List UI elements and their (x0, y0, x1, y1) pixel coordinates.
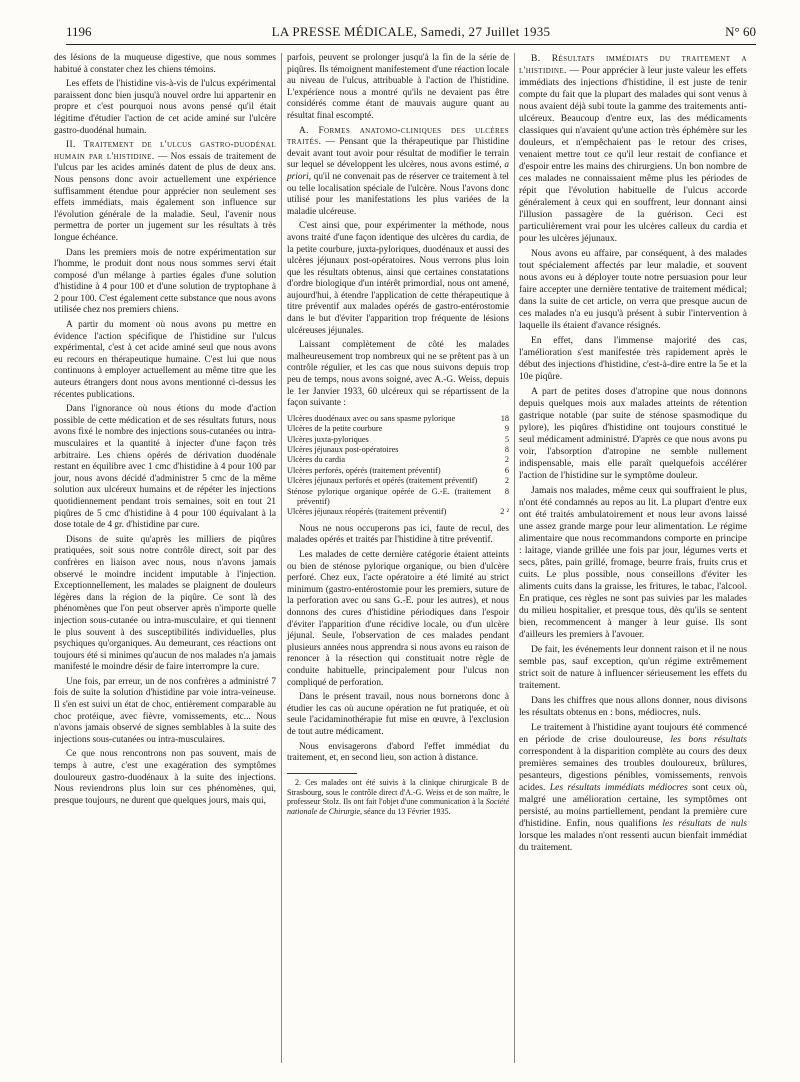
paragraph: parfois, peuvent se prolonger jusqu'à la fin de la série de piqûres. Ils témoignent manifestement d'une réaction locale au niveau de l'ulcus, attribuable à l'action de l'histidine. L'expérience nous a montré qu'ils ne devaient pas être considérés comme étant de mauvais augure quant au résultat final escompté. (287, 53, 509, 121)
paragraph: Dans le présent travail, nous nous bornerons donc à étudier les cas où aucune opération ne fut pratiquée, et où seule l'acidaminothérapie fut mise en œuvre, à l'exclusion de tout autre médicament. (287, 692, 509, 737)
column-1 (54, 53, 276, 810)
italic-text: Les résultats immédiats médiocres (549, 782, 688, 793)
statistics-row (287, 445, 509, 455)
footnote-part: , séance du 13 Février 1935. (360, 807, 451, 817)
section-ii-heading: II. Traitement de l'ulcus gastro-duodénal humain par l'histidine. (54, 140, 276, 162)
statistics-count: 2 (504, 476, 509, 486)
column-divider (281, 53, 282, 1063)
column-divider (514, 53, 515, 1063)
section-ii-text: — Nos essais de traitement de l'ulcus par les acides aminés datent de plus de deux ans. Nous pensons donc avoir actuellement une expérience suffisamment étendue pour apprécier non seulement ses effets immédiats, mais également son influence sur l'évolution générale de la maladie. Seul, l'avenir nous permettra de porter un jugement sur les résultats à très longue échéance. (54, 151, 276, 243)
statistics-count: 9 (504, 424, 509, 434)
statistics-count: 8 (504, 486, 509, 496)
footnote (287, 778, 509, 817)
section-b-text: — Pour apprécier à leur juste valeur les effets immédiats des injections d'histidine, il est juste de tenir compte du fait que la plupart des malades qui sont venus à nous avaient déjà subi toute la gamme des traitements anti-ulcéreux. Beaucoup d'entre eux, las des médicaments classiques qui n'avaient qu'une action très éphémère sur les douleurs, et n'empêchaient pas le retour des crises, venaient mettre tout ce qu'il leur restait de confiance et d'espoir entre les mains des chirurgiens. Un bon nombre de ces malades ne connaissaient même plus les périodes de répit que l'évolution habituelle de l'ulcus accorde généralement à ceux qui en souffrent, leur donnant ainsi l'illusion passagère de la guérison. Ceci est particulièrement vrai pour les ulcères calleux du cardia et pour les ulcères jéjunaux. (519, 65, 747, 244)
footnote-text (287, 778, 509, 817)
ulcer-statistics-list (287, 414, 509, 518)
column-3 (519, 53, 747, 857)
section-b-paragraph (519, 53, 747, 245)
statistics-label: Ulcères jéjunaux réopérés (traitement préventif) (287, 507, 447, 517)
statistics-row (287, 466, 509, 476)
statistics-label: Ulcères jéjunaux perforés et opérés (traitement préventif) (287, 476, 478, 486)
paragraph: Dans l'ignorance où nous étions du mode d'action possible de cette médication et de ses résultats futurs, nous avons fixé le nombre des injections sous-cutanées ou intra-musculaires et la quantité à injecter d'une façon très arbitraire. Les chiens opérés de dérivation duodénale restant en équilibre avec 1 cmc d'histidine à 4 pour 100 par jour, nous avons décidé d'administrer 5 cmc de la même solution aux ulcéreux humains et de répéter les injections quotidiennement pendant trois semaines, soit en tout 21 piqûres de 5 cmc d'histidine à 4 pour 100 équivalant à la dose totale de 4 gr. d'histidine par cure. (54, 404, 276, 531)
paragraph: Une fois, par erreur, un de nos confrères a administré 7 fois de suite la solution d'histidine par voie intra-veineuse. Il s'en est suivi un état de choc, entièrement comparable au choc protéique, avec fièvre, vomissements, etc... Nous n'avons jamais observé de signes semblables à la suite des injections sous-cutanées ou intra-musculaires. (54, 676, 276, 745)
statistics-label: Ulcères duodénaux avec ou sans spasme pylorique (287, 413, 456, 423)
paragraph: A partir du moment où nous avons pu mettre en évidence l'action spécifique de l'histidine sur l'ulcus expérimental, c'est à cet acide aminé seul que nous avons eu recours en thérapeutique humaine. C'est lui que nous continuons à employer actuellement au même titre que les auteurs étrangers dont nous avons mentionné ci-dessus les récentes publications. (54, 320, 276, 400)
paragraph: De fait, les événements leur donnent raison et il ne nous semble pas, sauf exception, qu'un régime extrêmement strict soit de nature à influencer sérieusement les effets du traitement. (519, 644, 747, 691)
paragraph: Ce que nous rencontrons non pas souvent, mais de temps à autre, c'est une exagération des symptômes douloureux gastro-duodénaux à la suite des injections. Nous reviendrons plus loin sur ces phénomènes, qui, presque toujours, ne durent que quelques jours, mais qui, (54, 749, 276, 806)
paragraph: Les effets de l'histidine vis-à-vis de l'ulcus expérimental paraissent donc bien jusqu'à nouvel ordre lui appartenir en propre et c'est pourquoi nous avons pensé qu'il était légitime d'étudier l'action de cet acide aminé sur l'ulcère gastro-duodénal humain. (54, 79, 276, 136)
text-part: sont ceux où, malgré une amélioration certaine, les symptômes ont persisté, au moins partiellement, pendant la première cure d'histidine. Enfin, nous qualifions (519, 782, 747, 829)
statistics-label: Sténose pylorique organique opérée de G.-E. (traitement préventif) (287, 486, 491, 507)
statistics-count: 2 (504, 455, 509, 465)
text-part: correspondent à la disparition complète au cours des deux premières semaines des troubles douloureux, brûlures, pesanteurs, digestions pénibles, vomissements, renvois acides. (519, 746, 747, 793)
paragraph: Nous avons eu affaire, par conséquent, à des malades tout spécialement affectés par leur maladie, et souvent nous avons eu à déployer toute notre persuasion pour leur faire accepter une dernière tentative de traitement médical; dans la suite de cet article, on verra que presque aucun de ces malades n'a eu jusqu'à présent à subir l'intervention à laquelle ils étaient d'avance résignés. (519, 248, 747, 331)
section-a-text: — Pensant que la thérapeutique par l'histidine devait avant tout avoir pour résultat de modifier le terrain sur lequel se développent les ulcères, nous avons estimé, (287, 137, 509, 171)
column-2 (287, 53, 509, 817)
statistics-row (287, 424, 509, 434)
paragraph: Nous envisagerons d'abord l'effet immédiat du traitement, et, en second lieu, son action à distance. (287, 741, 509, 764)
paragraph: Disons de suite qu'après les milliers de piqûres pratiquées, soit sous notre contrôle direct, soit par des confrères en liaison avec nous, nous n'avons jamais observé le moindre incident imputable à l'injection. Exceptionnellement, les malades se plaignent de douleurs légères dans la région de la piqûre. Ce sont là des phénomènes que l'on peut observer après n'importe quelle injection sous-cutanée ou intra-musculaire, et qui tiennent le plus souvent à des susceptibilités individuelles, plus psychiques qu'organiques. Au demeurant, ces réactions ont toujours été si minimes qu'aucun de nos malades n'a jamais manifesté le moindre désir de faire interrompre la cure. (54, 534, 276, 673)
statistics-row (287, 435, 509, 445)
statistics-count: 2 ² (500, 507, 509, 517)
statistics-label: Ulcères jéjunaux post-opératoires (287, 445, 399, 455)
footnote-italic: Société nationale de Chirurgie (287, 797, 509, 817)
footnote-rule (287, 773, 357, 774)
paragraph: Dans les premiers mois de notre expérimentation sur l'homme, le produit dont nous nous sommes servi était composé d'un mélange à parties égales d'une solution d'histidine à 4 pour 100 et d'une solution de tryptophane à 2 pour 100. C'est également cette substance que nous avons utilisée chez nos premiers chiens. (54, 247, 276, 316)
paragraph: des lésions de la muqueuse digestive, que nous sommes habitué à constater chez les chiens témoins. (54, 53, 276, 75)
journal-title: LA PRESSE MÉDICALE, Samedi, 27 Juillet 1935 (271, 24, 551, 39)
statistics-label: Ulcères de la petite courbure (287, 424, 383, 434)
italic-text: les bons résultats (670, 734, 747, 745)
section-b-heading: B. Résultats immédiats du traitement a l'histidine. (519, 53, 747, 76)
statistics-label: Ulcères du cardia (287, 455, 346, 465)
statistics-row (287, 487, 509, 508)
paragraph: Dans les chiffres que nous allons donner, nous divisons les résultats obtenus en : bons, médiocres, nuls. (519, 695, 747, 718)
text-part: lorsque les malades n'ont ressenti aucun bienfait immédiat du traitement. (519, 830, 747, 853)
statistics-count: 6 (504, 465, 509, 475)
section-a-heading: A. Formes anatomo-cliniques des ulcères traités. (287, 125, 509, 148)
statistics-row (287, 414, 509, 424)
footnote-part: 2. Ces malades ont été suivis à la clinique chirurgicale B de Strasbourg, sous le contrôle direct d'A.-G. Weiss et de son maître, le professeur Stolz. Ils ont fait l'objet d'une communication à la (287, 777, 509, 807)
statistics-row (287, 507, 509, 517)
paragraph: Jamais nos malades, même ceux qui souffraient le plus, n'ont été condamnés au repos au lit. La plupart d'entre eux ont été traités ambulatoirement et nous leur avons laissé une assez grande marge pour leur alimentation. Le régime alimentaire que nous recommandons comporte en principe : laitage, viande grillée une fois par jour, légumes verts et secs, pâtes, pain grillé, fromage, beurre frais, fruits crus et cuits. Le plus possible, nous conseillons d'éviter les aliments cuits dans la graisse, les fritures, le tabac, l'alcool. En pratique, ces règles ne sont pas suivies par les malades du milieu hospitalier, et presque tous, dès qu'ils se sentent bien, recommencent à manger à leur guise. Ils sont d'ailleurs les premiers à l'avouer. (519, 485, 747, 640)
section-ii-paragraph (54, 140, 276, 244)
page-number: 1196 (66, 24, 92, 39)
header-rule (66, 44, 756, 45)
paragraph: Nous ne nous occuperons pas ici, faute de recul, des malades opérés et traités par l'histidine à titre préventif. (287, 523, 509, 546)
statistics-label: Ulcères juxta-pyloriques (287, 434, 369, 444)
statistics-label: Ulcères perforés, opérés (traitement préventif) (287, 465, 441, 475)
italic-text: a priori (287, 160, 509, 182)
statistics-count: 8 (504, 445, 509, 455)
italic-text: les résultats de nuls (662, 818, 747, 829)
paragraph: En effet, dans l'immense majorité des cas, l'amélioration s'est manifestée très rapidement après le début des injections d'histidine, c'est-à-dire entre la 5e et la 10e piqûre. (519, 335, 747, 382)
page-header (66, 24, 756, 42)
paragraph: Les malades de cette dernière catégorie étaient atteints ou bien de sténose pylorique organique, ou bien d'ulcère perforé. Chez eux, l'acte opératoire a été limité au strict minimum (gastro-entérostomie pour les premiers, suture de la perforation avec ou sans G.-E. pour les autres), et nous donnons des cures d'histidine périodiques dans l'espoir d'éviter l'apparition d'une récidive locale, ou d'un ulcère jéjunal. Seule, l'observation de ces malades pendant plusieurs années nous apprendra si nous avons eu raison de renoncer à la résection qui constituait notre règle de conduite habituelle, principalement pour l'ulcus non compliqué de perforation. (287, 550, 509, 688)
paragraph: Laissant complètement de côté les malades malheureusement trop nombreux qui ne se prêtent pas à un contrôle régulier, et les cas que nous suivons depuis trop peu de temps, nous avons soigné, avec A.-G. Weiss, depuis le 1er Janvier 1933, 60 ulcéreux qui se répartissent de la façon suivante : (287, 340, 509, 409)
statistics-row (287, 476, 509, 486)
statistics-row (287, 455, 509, 465)
issue-number: N° 60 (725, 24, 756, 39)
section-a-text-cont: , qu'il ne convenait pas de réserver ce traitement à tel ou telle localisation spéciale de l'ulcère. Nous l'avons donc utilisé pour les manifestations les plus variées de la maladie ulcéreuse. (287, 171, 509, 217)
text-part: Le traitement à l'histidine ayant toujours été commencé en période de crise douloureuse, (519, 722, 747, 745)
results-definition-paragraph (519, 722, 747, 854)
statistics-count: 18 (500, 413, 509, 423)
statistics-count: 5 (504, 434, 509, 444)
paragraph: C'est ainsi que, pour expérimenter la méthode, nous avons traité d'une façon identique des ulcères du cardia, de la petite courbure, juxta-pyloriques, duodénaux et aussi des ulcères jéjunaux post-opératoires. Nous verrons plus loin que les résultats obtenus, ainsi que certaines constatations d'ordre biologique d'un intérêt primordial, nous ont amené, aujourd'hui, à étendre l'application de cette thérapeutique à titre préventif aux malades opérés de gastro-entérostomie dans le but d'éviter l'apparition trop fréquente de lésions ulcéreuses jéjunales. (287, 221, 509, 336)
section-a-paragraph (287, 126, 509, 219)
paragraph: A part de petites doses d'atropine que nous donnons depuis quelques mois aux malades atteints de rétention gastrique notable (par suite de sténose spasmodique du pylore), les piqûres d'histidine ont toujours constitué le seul médicament administré. D'après ce que nous avons pu voir, l'absorption d'atropine ne semble nullement indispensable, mais elle paraît quelquefois accélérer l'action de l'histidine sur le symptôme douleur. (519, 386, 747, 481)
